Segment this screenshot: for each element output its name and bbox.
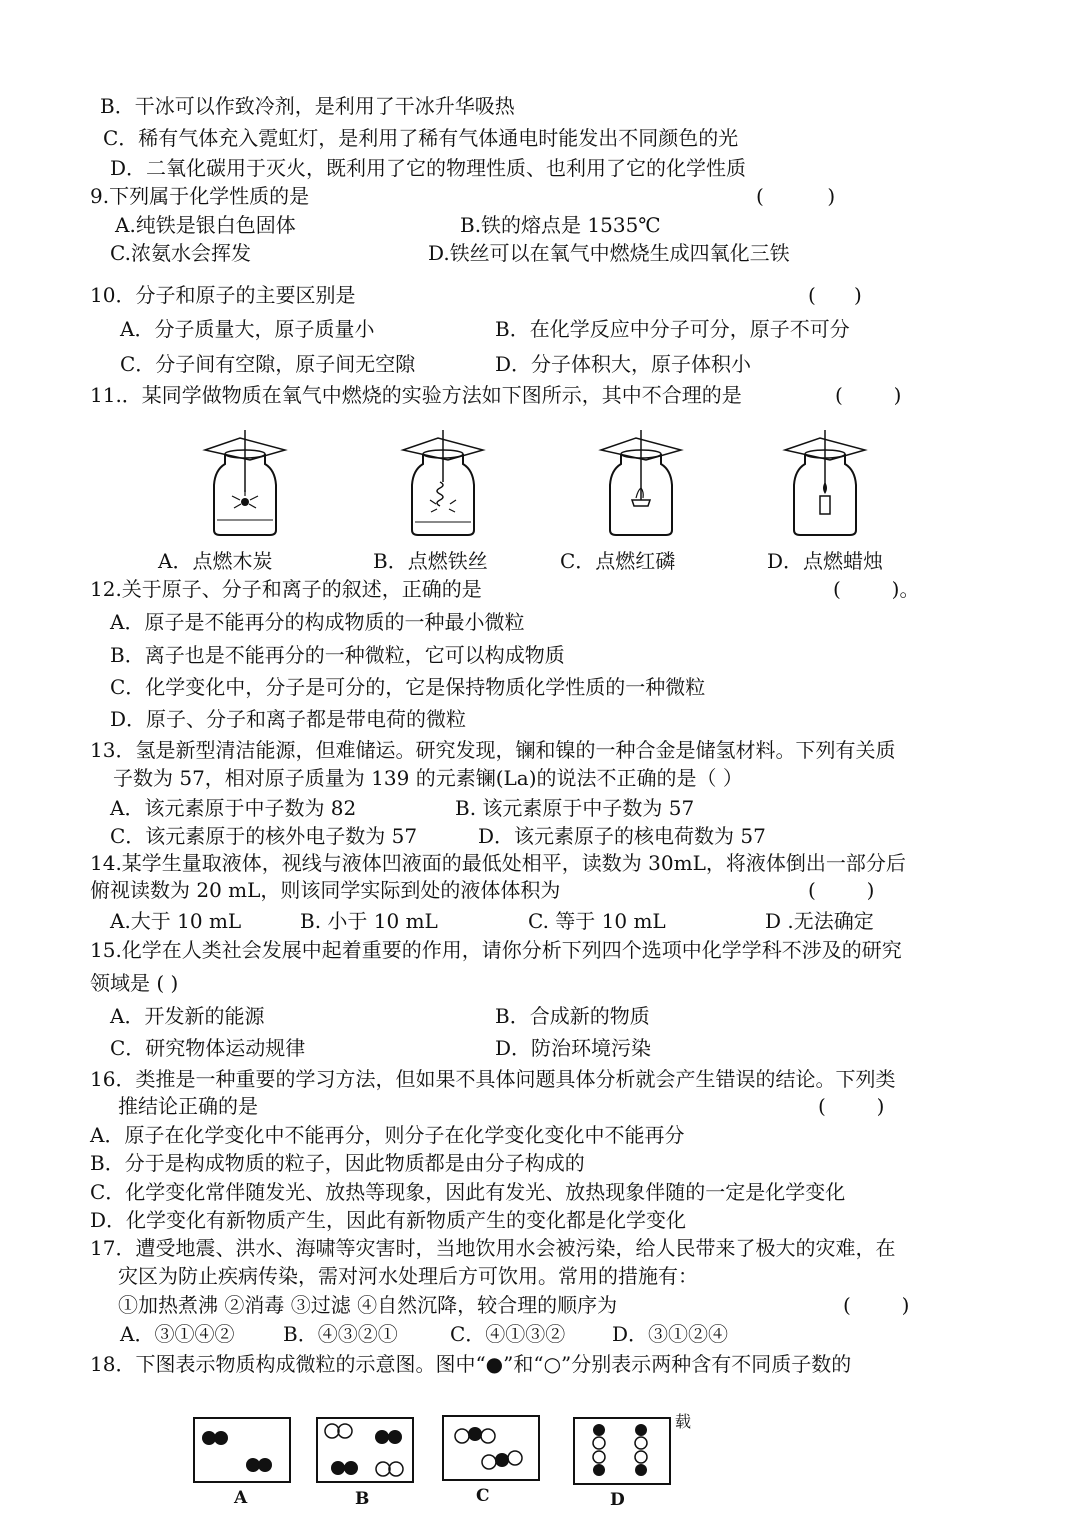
q15-stem-line2: 领域是 ( ) — [90, 971, 179, 995]
q11-answer-bracket: ( ) — [835, 383, 902, 407]
q9-answer-bracket: ( ) — [756, 184, 836, 208]
q11-option-c: C．点燃红磷 — [560, 549, 676, 573]
q14-option-c: C. 等于 10 mL — [528, 909, 666, 933]
bottle-red-phosphorus-figure — [596, 430, 686, 540]
q10-option-d: D．分子体积大，原子体积小 — [495, 352, 752, 376]
q18-side-text: 载 — [675, 1412, 692, 1431]
q12-option-d: D．原子、分子和离子都是带电荷的微粒 — [110, 707, 467, 731]
q8-option-d: D．二氧化碳用于灭火，既利用了它的物理性质、也利用了它的化学性质 — [110, 156, 747, 180]
q16-stem-line2: 推结论正确的是 — [118, 1094, 258, 1118]
q14-answer-bracket: ( ) — [808, 878, 875, 902]
q16-option-c: C．化学变化常伴随发光、放热等现象，因此有发光、放热现象伴随的一定是化学变化 — [90, 1180, 846, 1204]
q8-option-c: C．稀有气体充入霓虹灯，是利用了稀有气体通电时能发出不同颜色的光 — [103, 126, 739, 150]
q16-option-d: D．化学变化有新物质产生，因此有新物质产生的变化都是化学变化 — [90, 1208, 687, 1232]
q14-option-d: D .无法确定 — [765, 909, 874, 933]
q17-stem-line2: 灾区为防止疾病传染，需对河水处理后方可饮用。常用的措施有： — [118, 1264, 698, 1288]
q10-option-a: A．分子质量大，原子质量小 — [120, 317, 375, 341]
q16-option-b: B．分于是构成物质的粒子，因此物质都是由分子构成的 — [90, 1151, 585, 1175]
q15-option-c: C．研究物体运动规律 — [110, 1036, 306, 1060]
particle-label-c: C — [476, 1486, 490, 1506]
q16-answer-bracket: ( ) — [818, 1094, 885, 1118]
q10-option-b: B．在化学反应中分子可分，原子不可分 — [495, 317, 850, 341]
q14-option-b: B. 小于 10 mL — [300, 909, 438, 933]
q13-option-b: B. 该元素原于中子数为 57 — [455, 796, 695, 820]
q16-stem-line1: 16．类推是一种重要的学习方法，但如果不具体问题具体分析就会产生错误的结论。下列类 — [90, 1067, 896, 1091]
q12-stem: 12.关于原子、分子和离子的叙述，正确的是 — [90, 577, 482, 601]
particle-box-a — [193, 1417, 291, 1483]
q17-stem-line3: ①加热煮沸 ②消毒 ③过滤 ④自然沉降，较合理的顺序为 — [118, 1293, 618, 1317]
q12-option-a: A．原子是不能再分的构成物质的一种最小微粒 — [110, 610, 525, 634]
bottle-candle-figure — [780, 430, 870, 540]
q13-stem-line2: 子数为 57，相对原子质量为 139 的元素镧(La)的说法不正确的是（ ） — [113, 766, 743, 790]
q13-option-d: D．该元素原子的核电荷数为 57 — [478, 824, 766, 848]
particle-box-b — [316, 1417, 414, 1483]
q14-stem-line2: 俯视读数为 20 mL，则该同学实际到处的液体体积为 — [90, 878, 561, 902]
particle-box-c — [442, 1415, 540, 1481]
q17-option-d: D．③①②④ — [612, 1322, 729, 1346]
q15-option-a: A．开发新的能源 — [110, 1004, 265, 1028]
q13-option-c: C．该元素原于的核外电子数为 57 — [110, 824, 418, 848]
q16-option-a: A．原子在化学变化中不能再分，则分子在化学变化变化中不能再分 — [90, 1123, 685, 1147]
q9-option-a: A.纯铁是银白色固体 — [115, 213, 296, 237]
q17-option-b: B．④③②① — [283, 1322, 398, 1346]
q9-option-b: B.铁的熔点是 1535℃ — [460, 213, 661, 237]
q14-stem-line1: 14.某学生量取液体，视线与液体凹液面的最低处相平，读数为 30mL，将液体倒出一部分后 — [90, 851, 906, 875]
q12-option-c: C．化学变化中，分子是可分的，它是保持物质化学性质的一种微粒 — [110, 675, 706, 699]
q11-option-a: A．点燃木炭 — [158, 549, 273, 573]
q13-stem-line1: 13．氢是新型清洁能源，但难储运。研究发现，镧和镍的一种合金是储氢材料。下列有关质 — [90, 738, 896, 762]
particle-box-d — [573, 1417, 671, 1485]
q17-stem-line1: 17．遭受地震、洪水、海啸等灾害时，当地饮用水会被污染，给人民带来了极大的灾难，在 — [90, 1236, 896, 1260]
q15-option-d: D．防治环境污染 — [495, 1036, 652, 1060]
q9-option-c: C.浓氨水会挥发 — [110, 241, 251, 265]
q10-stem: 10．分子和原子的主要区别是 — [90, 283, 356, 307]
q10-option-c: C．分子间有空隙，原子间无空隙 — [120, 352, 416, 376]
particle-label-b: B — [355, 1489, 370, 1509]
q12-answer-bracket: ( )。 — [833, 577, 920, 601]
particle-label-d: D — [610, 1490, 625, 1510]
q11-option-d: D．点燃蜡烛 — [767, 549, 884, 573]
q8-option-b: B．干冰可以作致冷剂，是利用了干冰升华吸热 — [100, 94, 515, 118]
particle-label-a: A — [234, 1488, 248, 1508]
q12-option-b: B．离子也是不能再分的一种微粒，它可以构成物质 — [110, 643, 565, 667]
q11-option-b: B．点燃铁丝 — [373, 549, 488, 573]
bottle-charcoal-figure — [200, 430, 290, 540]
q14-option-a: A.大于 10 mL — [110, 909, 242, 933]
q11-stem: 11.．某同学做物质在氧气中燃烧的实验方法如下图所示，其中不合理的是 — [90, 383, 742, 407]
q15-option-b: B．合成新的物质 — [495, 1004, 650, 1028]
q17-option-c: C．④①③② — [450, 1322, 566, 1346]
q9-stem: 9.下列属于化学性质的是 — [90, 184, 310, 208]
bottle-iron-wire-figure — [398, 430, 488, 540]
q17-answer-bracket: ( ) — [843, 1293, 910, 1317]
q9-option-d: D.铁丝可以在氧气中燃烧生成四氧化三铁 — [428, 241, 790, 265]
q13-option-a: A．该元素原于中子数为 82 — [110, 796, 357, 820]
q18-stem: 18．下图表示物质构成微粒的示意图。图中“●”和“○”分别表示两种含有不同质子数的 — [90, 1352, 852, 1376]
q10-answer-bracket: ( ) — [808, 283, 862, 307]
q15-stem-line1: 15.化学在人类社会发展中起着重要的作用，请你分析下列四个选项中化学学科不涉及的研究 — [90, 938, 902, 962]
q17-option-a: A．③①④② — [120, 1322, 235, 1346]
